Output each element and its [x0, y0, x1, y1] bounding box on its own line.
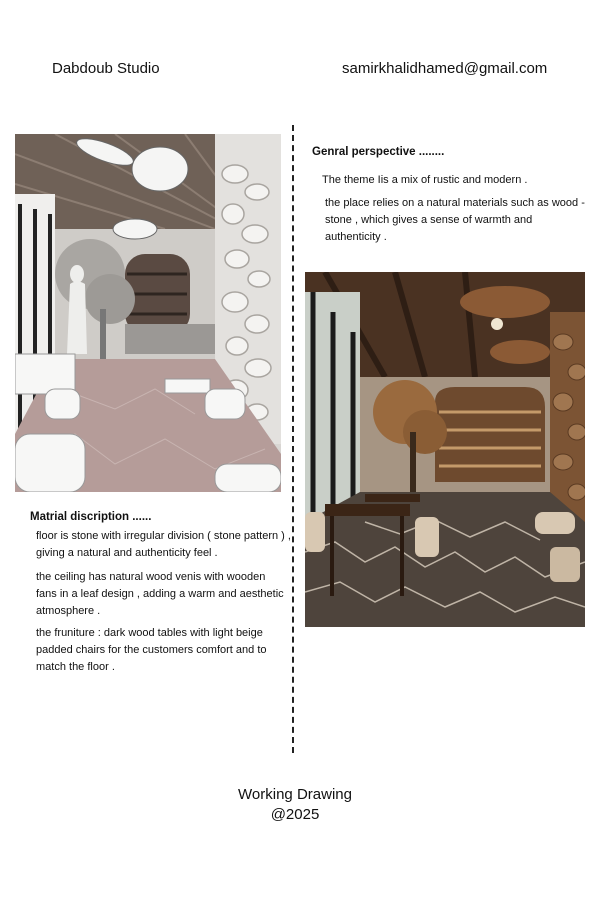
general-perspective-paragraph-1: The theme Iis a mix of rustic and modern . — [322, 174, 528, 186]
general-perspective-title: Genral perspective ........ — [312, 146, 445, 158]
material-description-paragraph-1: floor is stone with irregular division ( stone pattern ) , giving a natural and authenticity feel . — [36, 530, 291, 559]
dashed-divider — [292, 125, 294, 753]
material-description-title: Matrial discription ...... — [30, 511, 152, 523]
general-perspective-paragraph-2: the place relies on a natural materials such as wood - stone , which gives a sense of warmth and authenticity . — [325, 197, 585, 243]
material-description-paragraph-3: the fruniture : dark wood tables with light beige padded chairs for the customers comfort and to match the floor . — [36, 627, 267, 673]
studio-name: Dabdoub Studio — [52, 60, 160, 77]
footer-title: Working Drawing — [238, 786, 352, 803]
contact-email: samirkhalidhamed@gmail.com — [342, 60, 548, 77]
material-description-paragraph-2: the ceiling has natural wood venis with wooden fans in a leaf design , adding a warm and aesthetic atmosphere . — [36, 571, 284, 617]
photo-render-image — [305, 272, 585, 627]
footer-year: @2025 — [270, 806, 320, 823]
model-render-image — [15, 134, 281, 492]
